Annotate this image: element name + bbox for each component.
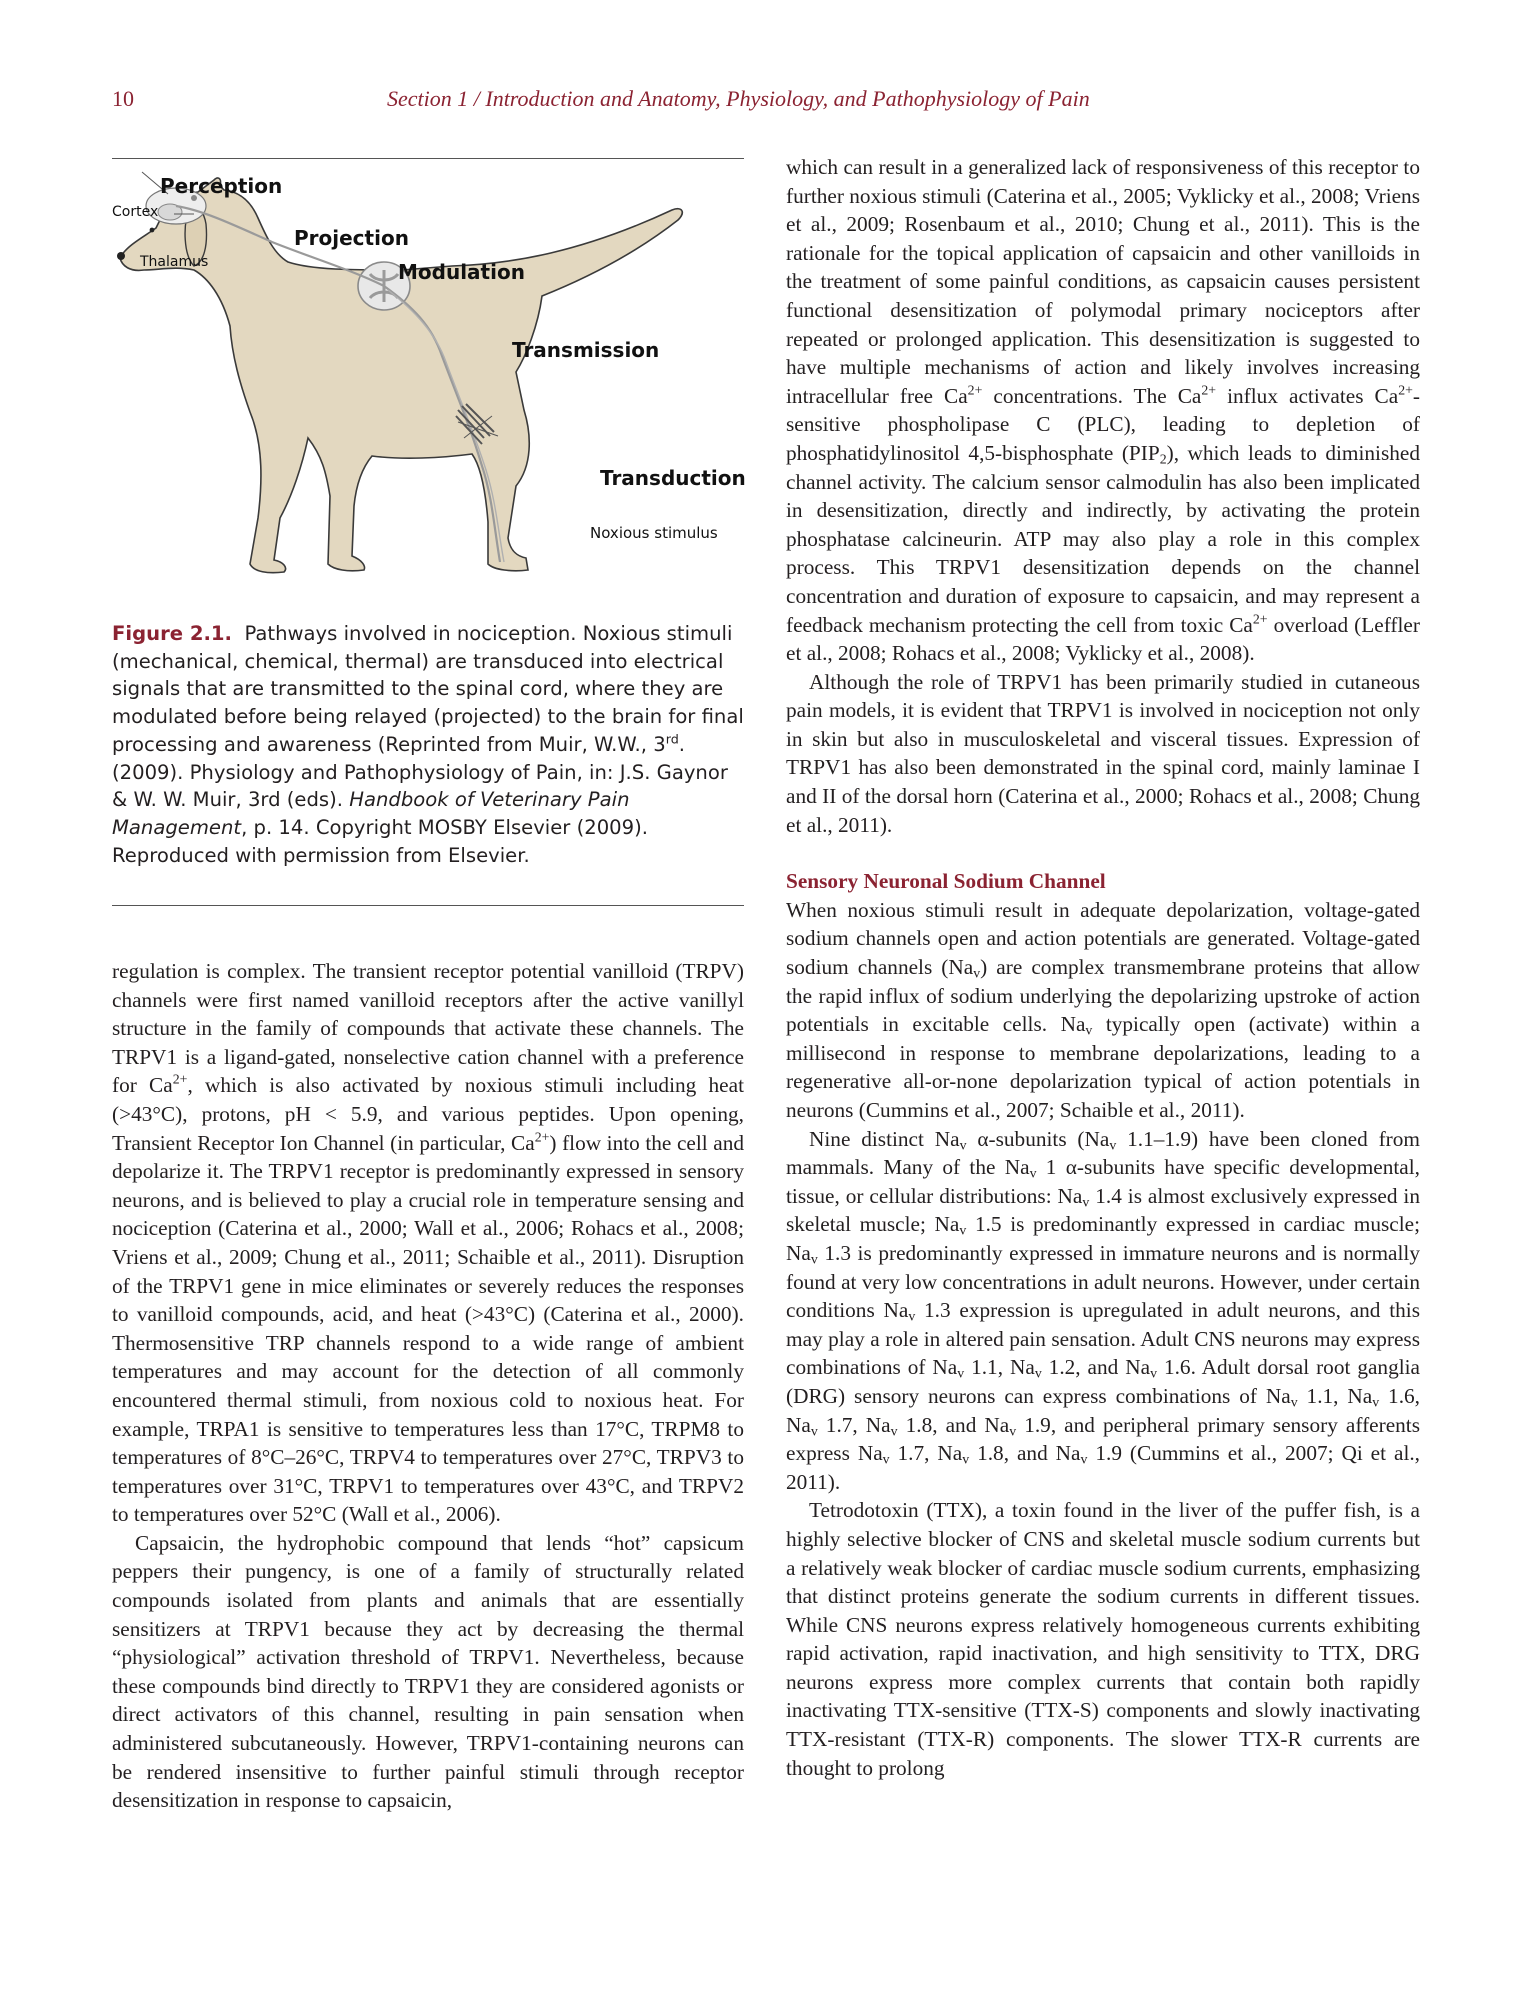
label-thalamus: Thalamus — [140, 254, 209, 270]
label-projection: Projection — [294, 226, 409, 250]
label-transduction: Transduction — [600, 466, 746, 490]
book-title: Handbook of Veterinary Pain Management — [112, 788, 630, 839]
label-perception: Perception — [160, 174, 283, 198]
figure-nociception-dog — [112, 166, 744, 596]
paragraph: Although the role of TRPV1 has been primarily studied in cutaneous pain models, it is evident that TRPV1 is involved in nociception not only in skin but also in musculoskeletal and visceral tissues. Expression of TRPV1 has also been demonstrated in the spinal cord, mainly laminae I and II of the dorsal horn (Caterina et al., 2000; Rohacs et al., 2008; Chung et al., 2011). — [786, 669, 1420, 837]
paragraph: which can result in a generalized lack of responsiveness of this receptor to further noxious stimuli (Caterina et al., 2005; Vyklicky et al., 2008; Vriens et al., 2009; Rosenbaum et al., 2010; Chung et al., 2011). This is the rationale for the topical application of capsaicin and other vanilloids in the treatment of some painful conditions, as capsaicin causes persistent functional desensitization of polymodal primary nociceptors after repeated or prolonged application. This desensitization is suggested to have multiple mechanisms of action and likely involves increasing intracellular free $Ca^{2+}$ concentrations. The $Ca^{2+}$ influx activates $Ca^{2+}$-sensitive phospholipase C (PLC), leading to depletion of phosphatidylinositol 4,5-bisphosphate $(PIP_2)$, which leads to diminished channel activity. The calcium sensor calmodulin has also been implicated in desensitization, directly and indirectly, by activating the protein phosphatase calcineurin. ATP may also play a role in this complex process. This TRPV1 desensitization depends on the channel concentration and duration of exposure to capsaicin, and may represent a feedback mechanism protecting the cell from toxic $Ca^{2+}$ overload (Leffler et al., 2008; Rohacs et al., 2008; Vyklicky et al., 2008). — [786, 155, 1421, 666]
paragraph: Capsaicin, the hydrophobic compound that lends “hot” capsicum peppers their pungency, is one of a family of structurally related compounds isolated from plants and animals that are essentially sensitizers at TRPV1 because they act by decreasing the thermal “physiological” activation threshold of TRPV1. Nevertheless, because these compounds bind directly to TRPV1 they are considered agonists or direct activators of this channel, resulting in pain sensation when administered subcutaneously. However, TRPV1-containing neurons can be rendered insensitive to further painful stimuli through receptor desensitization in response to capsaicin, — [112, 1530, 744, 1813]
right-column — [786, 153, 1420, 1782]
page-number: 10 — [112, 86, 134, 111]
paragraph: Nine distinct $Na_v$ α-subunits ($Na_v$ 1.1–1.9) have been cloned from mammals. Many of the $Na_v$ 1 α-subunits have specific developmental, tissue, or cellular distributions: $Na_v$ 1.4 is almost exclusively expressed in skeletal muscle; $Na_v$ 1.5 is predominantly expressed in cardiac muscle; $Na_v$ 1.3 is predominantly expressed in immature neurons and is normally found at very low concentrations in adult neurons. However, under certain conditions $Na_v$ 1.3 expression is upregulated in adult neurons, and this may play a role in altered pain sensation. Adult CNS neurons may express combinations of $Na_v$ 1.1, $Na_v$ 1.2, and $Na_v$ 1.6. Adult dorsal root ganglia (DRG) sensory neurons can express combinations of $Na_v$ 1.1, $Na_v$ 1.6, $Na_v$ 1.7, $Na_v$ 1.8, and $Na_v$ 1.9, and peripheral primary sensory afferents express $Na_v$ 1.7, $Na_v$ 1.8, and $Na_v$ 1.9 (Cummins et al., 2007; Qi et al., 2011). — [786, 1126, 1421, 1494]
label-cortex: Cortex — [112, 204, 159, 220]
figure-bottom-rule — [112, 905, 744, 906]
dog-eye — [150, 228, 155, 233]
paragraph: Tetrodotoxin (TTX), a toxin found in the liver of the puffer fish, is a highly selective blocker of CNS and skeletal muscle sodium currents but a relatively weak blocker of cardiac muscle sodium currents, emphasizing that distinct proteins generate the sodium currents in different tissues. While CNS neurons express relatively homogeneous currents exhibiting rapid activation, rapid inactivation, and high sensitivity to TTX, DRG neurons express more complex currents that contain both rapidly inactivating TTX-sensitive (TTX-S) components and slowly inactivating TTX-resistant (TTX-R) components. The slower TTX-R currents are thought to prolong — [786, 1498, 1420, 1780]
figure-caption: Figure 2.1. Pathways involved in nociception. Noxious stimuli (mechanical, chemical, thermal) are transduced into electrical signals that are transmitted to the spinal cord, where they are modulated before being relayed (projected) to the brain for final processing and awareness (Reprinted from Muir, W.W., 3rd. (2009). Physiology and Pathophysiology of Pain, in: J.S. Gaynor & W. W. Muir, 3rd (eds). Handbook of Veterinary Pain Management, p. 14. Copyright MOSBY Elsevier (2009). Reproduced with permission from Elsevier. — [112, 622, 744, 867]
paragraph: When noxious stimuli result in adequate depolarization, voltage-gated sodium channels open and action potentials are generated. Voltage-gated sodium channels $(Na_v)$ are complex transmembrane proteins that allow the rapid influx of sodium underlying the depolarizing upstroke of action potentials in excitable cells. $Na_v$ typically open (activate) within a millisecond in response to membrane depolarizations, leading to a regenerative all-or-none depolarization typical of action potentials in neurons (Cummins et al., 2007; Schaible et al., 2011). — [786, 897, 1420, 1122]
label-transmission: Transmission — [512, 338, 660, 362]
running-head — [112, 86, 1142, 116]
section-heading: Sensory Neuronal Sodium Channel — [786, 869, 1106, 894]
figure-top-rule — [112, 158, 744, 159]
section-title: Section 1 / Introduction and Anatomy, Physiology, and Pathophysiology of Pain — [387, 86, 1090, 111]
label-noxious-stimulus: Noxious stimulus — [590, 524, 718, 542]
figure-number: Figure 2.1. — [112, 622, 233, 645]
dog-nose — [117, 252, 125, 260]
paragraph: regulation is complex. The transient receptor potential vanilloid (TRPV) channels were first named vanilloid receptors after the active vanillyl structure in the family of compounds that activate these channels. The TRPV1 is a ligand-gated, nonselective cation channel with a preference for $Ca^{2+}$, which is also activated by noxious stimuli including heat (>43°C), protons, pH < 5.9, and various peptides. Upon opening, Transient Receptor Ion Channel (in particular, $Ca^{2+}$) flow into the cell and depolarize it. The TRPV1 receptor is predominantly expressed in sensory neurons, and is believed to play a crucial role in temperature sensing and nociception (Caterina et al., 2000; Wall et al., 2006; Rohacs et al., 2008; Vriens et al., 2009; Chung et al., 2011; Schaible et al., 2011). Disruption of the TRPV1 gene in mice eliminates or severely reduces the responses to vanilloid compounds, acid, and heat (>43°C) (Caterina et al., 2000). Thermosensitive TRP channels respond to a wide range of ambient temperatures and may account for the detection of all commonly encountered thermal stimuli, from noxious cold to noxious heat. For example, TRPA1 is sensitive to temperatures less than 17°C, TRPM8 to temperatures of 8°C–26°C, TRPV4 to temperatures over 27°C, TRPV3 to temperatures over 31°C, TRPV1 to temperatures over 43°C, and TRPV2 to temperatures over 52°C (Wall et al., 2006). — [112, 959, 745, 1527]
label-modulation: Modulation — [398, 260, 525, 284]
left-column — [112, 957, 744, 1815]
